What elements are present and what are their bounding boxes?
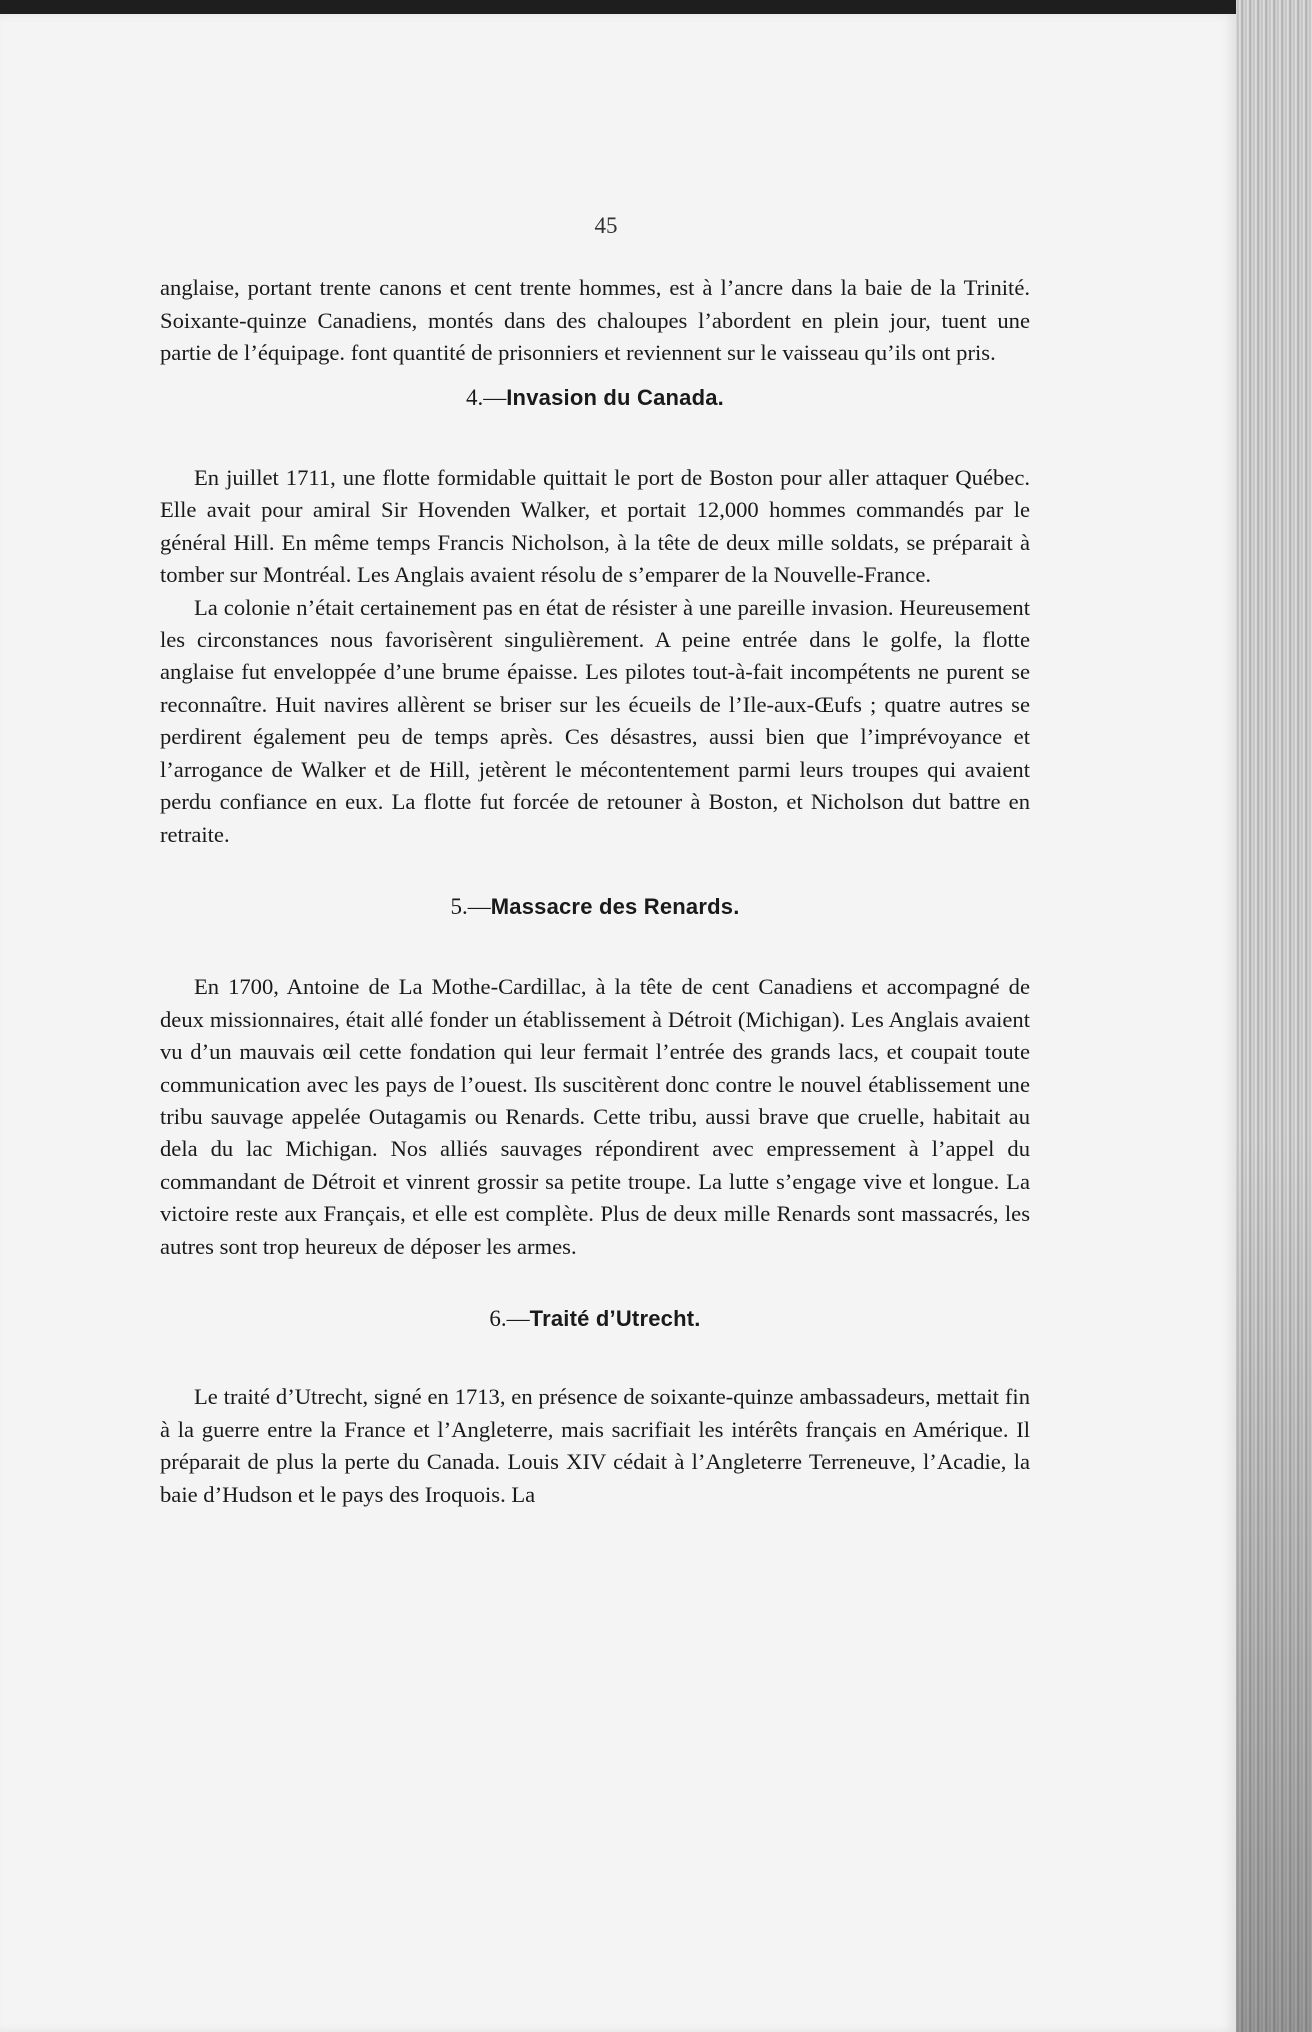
paragraph: La colonie n’était certainement pas en état de résister à une pareille invasion. Heureusement les circonstances nous favorisèrent singulièrement. A peine entrée dans le golfe, la flotte anglaise fut enveloppée d’une brume épaisse. Les pilotes tout-à-fait incompétents ne purent se reconnaître. Huit navires allèrent se briser sur les écueils de l’Ile-aux-Œufs ; quatre autres se perdirent également peu de temps après. Ces désastres, aussi bien que l’imprévoyance et l’arrogance de Walker et de Hill, jetèrent le mécontentement parmi leurs troupes qui avaient perdu confiance en eux. La flotte fut forcée de retouner à Boston, et Nicholson dut battre en retraite. (160, 594, 1030, 847)
section-heading (160, 382, 1030, 414)
section-title: Massacre des Renards. (490, 893, 740, 919)
paragraph: En 1700, Antoine de La Mothe-Cardillac, à la tête de cent Canadiens et accompagné de deux missionnaires, était allé fonder un établissement à Détroit (Michigan). Les Anglais avaient vu d’un mauvais œil cette fondation qui leur fermait l’entrée des grands lacs, et coupait toute communication avec les pays de l’ouest. Ils suscitèrent donc contre le nouvel établissement une tribu sauvage appelée Outagamis ou Renards. Cette tribu, aussi brave que cruelle, habitait au dela du lac Michigan. Nos alliés sauvages répondirent avec empressement à l’appel du commandant de Détroit et vinrent grossir sa petite troupe. La lutte s’engage vive et longue. La victoire reste aux Français, et elle est complète. Plus de deux mille Renards sont massacrés, les autres sont trop heureux de déposer les armes. (160, 974, 1030, 1259)
section-number: 5.— (450, 893, 491, 919)
edge-shadow (1236, 1132, 1312, 2032)
paragraph: Le traité d’Utrecht, signé en 1713, en présence de soixante-quinze ambassadeurs, mettait fin à la guerre entre la France et l’Angleterre, mais sacrifiait les intérêts français en Amérique. Il préparait de plus la perte du Canada. Louis XIV cédait à l’Angleterre Terreneuve, l’Acadie, la baie d’Hudson et le pays des Iroquois. La (160, 1384, 1030, 1507)
book-page-edges (1236, 0, 1312, 2032)
book-page (0, 14, 1236, 2032)
section-title: Invasion du Canada. (506, 384, 724, 410)
page-number: 45 (594, 213, 618, 238)
section-number: 4.— (466, 384, 507, 410)
section-number: 6.— (489, 1305, 530, 1331)
paragraph: En juillet 1711, une flotte formidable quittait le port de Boston pour aller attaquer Québec. Elle avait pour amiral Sir Hovenden Walker, et portait 12,000 hommes commandés par le général Hill. En même temps Francis Nicholson, à la tête de deux mille soldats, se préparait à tomber sur Montréal. Les Anglais avaient résolu de s’emparer de la Nouvelle-France. (160, 465, 1030, 588)
section-heading (160, 1303, 1030, 1335)
page-text (160, 210, 1030, 1511)
intro-paragraph: anglaise, portant trente canons et cent trente hommes, est à l’ancre dans la baie de la Trinité. Soixante-quinze Canadiens, montés dans des chaloupes l’abordent en plein jour, tuent une partie de l’équipage. font quantité de prisonniers et reviennent sur le vaisseau qu’ils ont pris. (160, 275, 1030, 366)
section-heading (160, 891, 1030, 923)
section-title: Traité d’Utrecht. (529, 1305, 701, 1331)
